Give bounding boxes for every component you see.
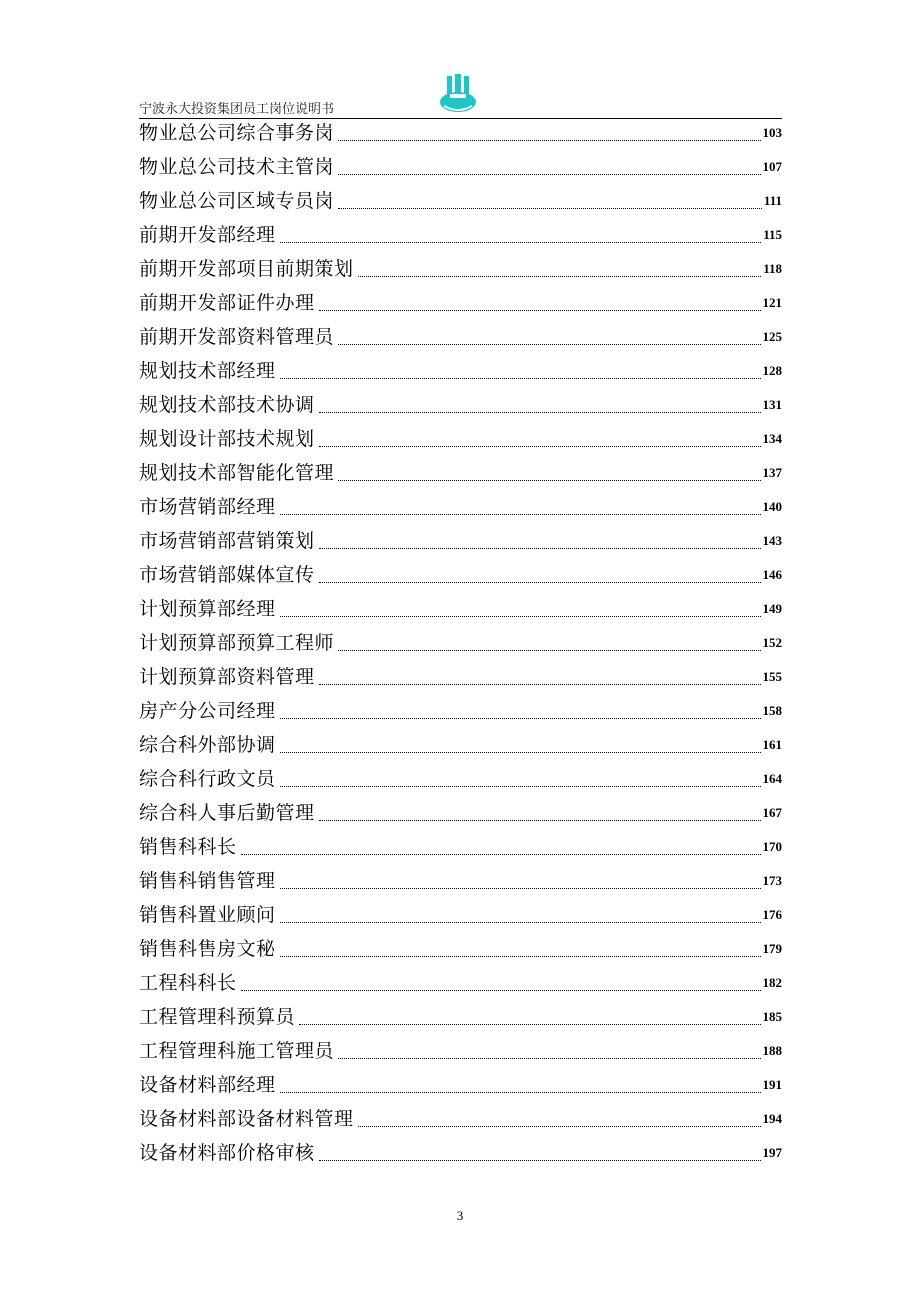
toc-entry-page: 125 xyxy=(762,329,782,344)
toc-entry-title: 销售科销售管理 xyxy=(139,870,276,892)
toc-dot-leader xyxy=(280,241,762,243)
toc-entry[interactable] xyxy=(139,728,782,762)
toc-dot-leader xyxy=(358,275,762,277)
toc-entry-title: 市场营销部媒体宣传 xyxy=(139,564,315,586)
toc-dot-leader xyxy=(319,309,761,311)
toc-entry[interactable] xyxy=(139,898,782,932)
toc-dot-leader xyxy=(338,139,760,141)
toc-entry[interactable] xyxy=(139,966,782,1000)
toc-dot-leader xyxy=(338,343,760,345)
toc-entry-page: 155 xyxy=(762,669,782,684)
toc-entry-page: 188 xyxy=(762,1043,782,1058)
toc-entry-page: 128 xyxy=(762,363,782,378)
toc-entry-page: 134 xyxy=(762,431,782,446)
toc-entry-page: 161 xyxy=(762,737,782,752)
toc-dot-leader xyxy=(338,1057,760,1059)
toc-dot-leader xyxy=(319,411,761,413)
toc-entry-title: 工程管理科预算员 xyxy=(139,1006,296,1028)
toc-entry-page: 121 xyxy=(762,295,782,310)
toc-entry-title: 规划技术部智能化管理 xyxy=(139,462,335,484)
toc-entry-page: 182 xyxy=(762,975,782,990)
toc-entry-page: 191 xyxy=(762,1077,782,1092)
page-number: 3 xyxy=(456,1208,464,1223)
toc-entry-page: 149 xyxy=(762,601,782,616)
toc-entry[interactable] xyxy=(139,626,782,660)
toc-entry-page: 197 xyxy=(762,1145,782,1160)
toc-entry[interactable] xyxy=(139,1000,782,1034)
toc-entry-title: 市场营销部经理 xyxy=(139,496,276,518)
toc-dot-leader xyxy=(319,819,761,821)
toc-dot-leader xyxy=(319,683,761,685)
toc-entry[interactable] xyxy=(139,150,782,184)
toc-entry-page: 107 xyxy=(762,159,782,174)
toc-entry[interactable] xyxy=(139,660,782,694)
toc-entry-title: 工程管理科施工管理员 xyxy=(139,1040,335,1062)
toc-entry-title: 综合科人事后勤管理 xyxy=(139,802,315,824)
toc-entry-title: 规划技术部技术协调 xyxy=(139,394,315,416)
toc-entry-page: 143 xyxy=(762,533,782,548)
toc-dot-leader xyxy=(319,581,761,583)
toc-dot-leader xyxy=(280,955,761,957)
toc-entry-title: 物业总公司区域专员岗 xyxy=(139,190,335,212)
toc-entry[interactable] xyxy=(139,694,782,728)
toc-dot-leader xyxy=(241,989,761,991)
toc-dot-leader xyxy=(299,1023,760,1025)
toc-dot-leader xyxy=(338,173,760,175)
toc-entry[interactable] xyxy=(139,524,782,558)
toc-entry[interactable] xyxy=(139,252,782,286)
toc-entry-page: 103 xyxy=(762,125,782,140)
toc-entry-title: 销售科科长 xyxy=(139,836,237,858)
toc-entry[interactable] xyxy=(139,320,782,354)
toc-entry-page: 137 xyxy=(762,465,782,480)
toc-dot-leader xyxy=(319,445,761,447)
toc-entry[interactable] xyxy=(139,762,782,796)
toc-entry[interactable] xyxy=(139,830,782,864)
toc-entry-title: 规划技术部经理 xyxy=(139,360,276,382)
table-of-contents xyxy=(139,116,782,1170)
toc-entry[interactable] xyxy=(139,116,782,150)
toc-entry-title: 物业总公司技术主管岗 xyxy=(139,156,335,178)
toc-entry[interactable] xyxy=(139,490,782,524)
toc-entry-page: 164 xyxy=(762,771,782,786)
toc-entry-page: 158 xyxy=(762,703,782,718)
toc-entry-page: 111 xyxy=(763,193,782,208)
toc-entry-title: 销售科售房文秘 xyxy=(139,938,276,960)
toc-entry[interactable] xyxy=(139,592,782,626)
toc-entry-title: 设备材料部价格审核 xyxy=(139,1142,315,1164)
toc-entry-page: 115 xyxy=(763,227,782,242)
company-logo-icon xyxy=(438,72,478,114)
toc-entry[interactable] xyxy=(139,558,782,592)
toc-entry-title: 设备材料部经理 xyxy=(139,1074,276,1096)
toc-dot-leader xyxy=(319,547,761,549)
toc-dot-leader xyxy=(280,785,761,787)
page-header xyxy=(139,70,782,122)
toc-entry[interactable] xyxy=(139,796,782,830)
toc-entry[interactable] xyxy=(139,218,782,252)
toc-entry-page: 176 xyxy=(762,907,782,922)
toc-entry-page: 146 xyxy=(762,567,782,582)
toc-entry[interactable] xyxy=(139,932,782,966)
toc-dot-leader xyxy=(241,853,761,855)
toc-entry-page: 167 xyxy=(762,805,782,820)
toc-entry[interactable] xyxy=(139,456,782,490)
toc-dot-leader xyxy=(338,207,762,209)
toc-entry[interactable] xyxy=(139,184,782,218)
toc-entry-title: 市场营销部营销策划 xyxy=(139,530,315,552)
toc-entry-title: 计划预算部资料管理 xyxy=(139,666,315,688)
toc-entry-title: 前期开发部项目前期策划 xyxy=(139,258,354,280)
toc-entry-title: 工程科科长 xyxy=(139,972,237,994)
toc-entry-page: 194 xyxy=(762,1111,782,1126)
toc-entry-title: 房产分公司经理 xyxy=(139,700,276,722)
toc-dot-leader xyxy=(280,887,761,889)
toc-dot-leader xyxy=(319,1159,761,1161)
toc-dot-leader xyxy=(280,751,761,753)
toc-entry-page: 152 xyxy=(762,635,782,650)
toc-entry[interactable] xyxy=(139,354,782,388)
toc-entry-title: 物业总公司综合事务岗 xyxy=(139,122,335,144)
toc-dot-leader xyxy=(280,717,761,719)
toc-entry[interactable] xyxy=(139,1136,782,1170)
toc-dot-leader xyxy=(280,615,761,617)
toc-entry-title: 规划设计部技术规划 xyxy=(139,428,315,450)
toc-entry-title: 销售科置业顾问 xyxy=(139,904,276,926)
toc-dot-leader xyxy=(280,921,761,923)
toc-dot-leader xyxy=(358,1125,761,1127)
toc-entry-title: 前期开发部证件办理 xyxy=(139,292,315,314)
toc-entry-page: 118 xyxy=(763,261,782,276)
toc-entry-page: 170 xyxy=(762,839,782,854)
toc-entry-page: 131 xyxy=(762,397,782,412)
toc-dot-leader xyxy=(280,377,761,379)
toc-entry-title: 综合科行政文员 xyxy=(139,768,276,790)
toc-entry[interactable] xyxy=(139,422,782,456)
toc-dot-leader xyxy=(338,479,760,481)
toc-entry-page: 179 xyxy=(762,941,782,956)
toc-entry[interactable] xyxy=(139,1068,782,1102)
toc-entry-title: 计划预算部预算工程师 xyxy=(139,632,335,654)
toc-dot-leader xyxy=(338,649,760,651)
toc-entry-page: 185 xyxy=(762,1009,782,1024)
toc-dot-leader xyxy=(280,513,761,515)
toc-dot-leader xyxy=(280,1091,761,1093)
toc-entry-page: 173 xyxy=(762,873,782,888)
toc-entry-title: 前期开发部经理 xyxy=(139,224,276,246)
toc-entry-title: 计划预算部经理 xyxy=(139,598,276,620)
toc-entry[interactable] xyxy=(139,1034,782,1068)
toc-entry[interactable] xyxy=(139,864,782,898)
toc-entry[interactable] xyxy=(139,388,782,422)
toc-entry-page: 140 xyxy=(762,499,782,514)
toc-entry-title: 前期开发部资料管理员 xyxy=(139,326,335,348)
header-title: 宁波永大投资集团员工岗位说明书 xyxy=(139,102,335,117)
toc-entry[interactable] xyxy=(139,286,782,320)
toc-entry-title: 设备材料部设备材料管理 xyxy=(139,1108,354,1130)
toc-entry-title: 综合科外部协调 xyxy=(139,734,276,756)
toc-entry[interactable] xyxy=(139,1102,782,1136)
